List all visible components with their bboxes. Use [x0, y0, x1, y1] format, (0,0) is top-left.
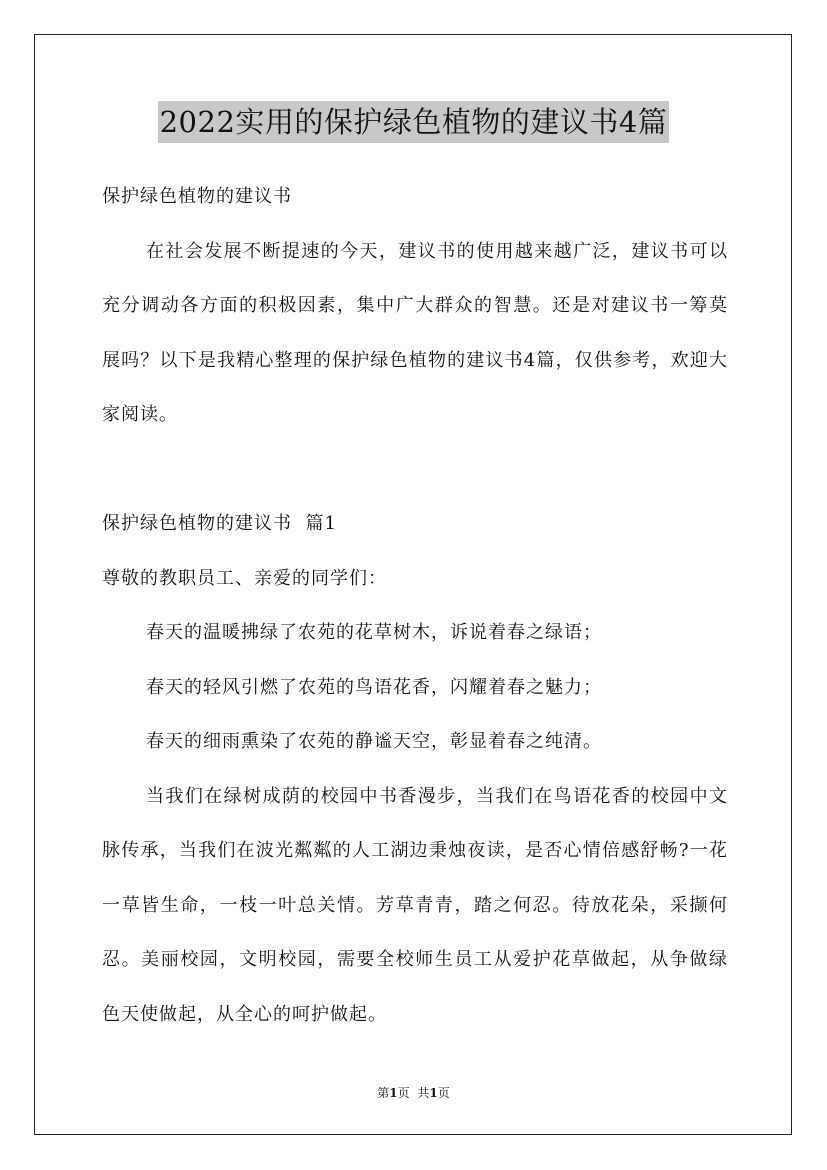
total-suffix: 页 — [437, 1086, 450, 1100]
total-number: 1 — [429, 1086, 438, 1100]
salutation: 尊敬的教职员工、亲爱的同学们： — [102, 567, 387, 589]
page-suffix: 页 — [397, 1086, 410, 1100]
page-footer — [0, 1084, 827, 1101]
intro-heading: 保护绿色植物的建议书 — [102, 186, 292, 207]
verse-line: 春天的轻风引燃了农苑的鸟语花香，闪耀着春之魅力； — [146, 676, 602, 698]
body-paragraph: 当我们在绿树成荫的校园中书香漫步，当我们在鸟语花香的校园中文脉传承，当我们在波光粼粼的人工湖边秉烛夜读，是否心情倍感舒畅?一花一草皆生命，一枝一叶总关情。芳草青青，踏之何忍。待放花朵，采撷何忍。美丽校园，文明校园，需要全校师生员工从爱护花草做起，从争做绿色天使做起，从全心的呵护做起。 — [102, 785, 728, 1025]
document-body — [102, 170, 728, 1042]
page-prefix: 第 — [377, 1086, 390, 1100]
verse-line: 春天的温暖拂绿了农苑的花草树木，诉说着春之绿语； — [146, 622, 602, 643]
document-title: 2022实用的保护绿色植物的建议书4篇 — [158, 101, 670, 143]
title-container — [0, 101, 827, 143]
section-heading: 保护绿色植物的建议书 篇1 — [102, 513, 337, 534]
page-number: 1 — [389, 1086, 398, 1100]
total-prefix: 共 — [417, 1086, 430, 1100]
blank-line — [102, 443, 728, 498]
verse-line: 春天的细雨熏染了农苑的静谧天空，彰显着春之纯清。 — [146, 731, 602, 752]
intro-paragraph: 在社会发展不断提速的今天，建议书的使用越来越广泛，建议书可以充分调动各方面的积极因素，集中广大群众的智慧。还是对建议书一筹莫展吗？以下是我精心整理的保护绿色植物的建议书4篇，仅供参考，欢迎大家阅读。 — [102, 240, 728, 425]
